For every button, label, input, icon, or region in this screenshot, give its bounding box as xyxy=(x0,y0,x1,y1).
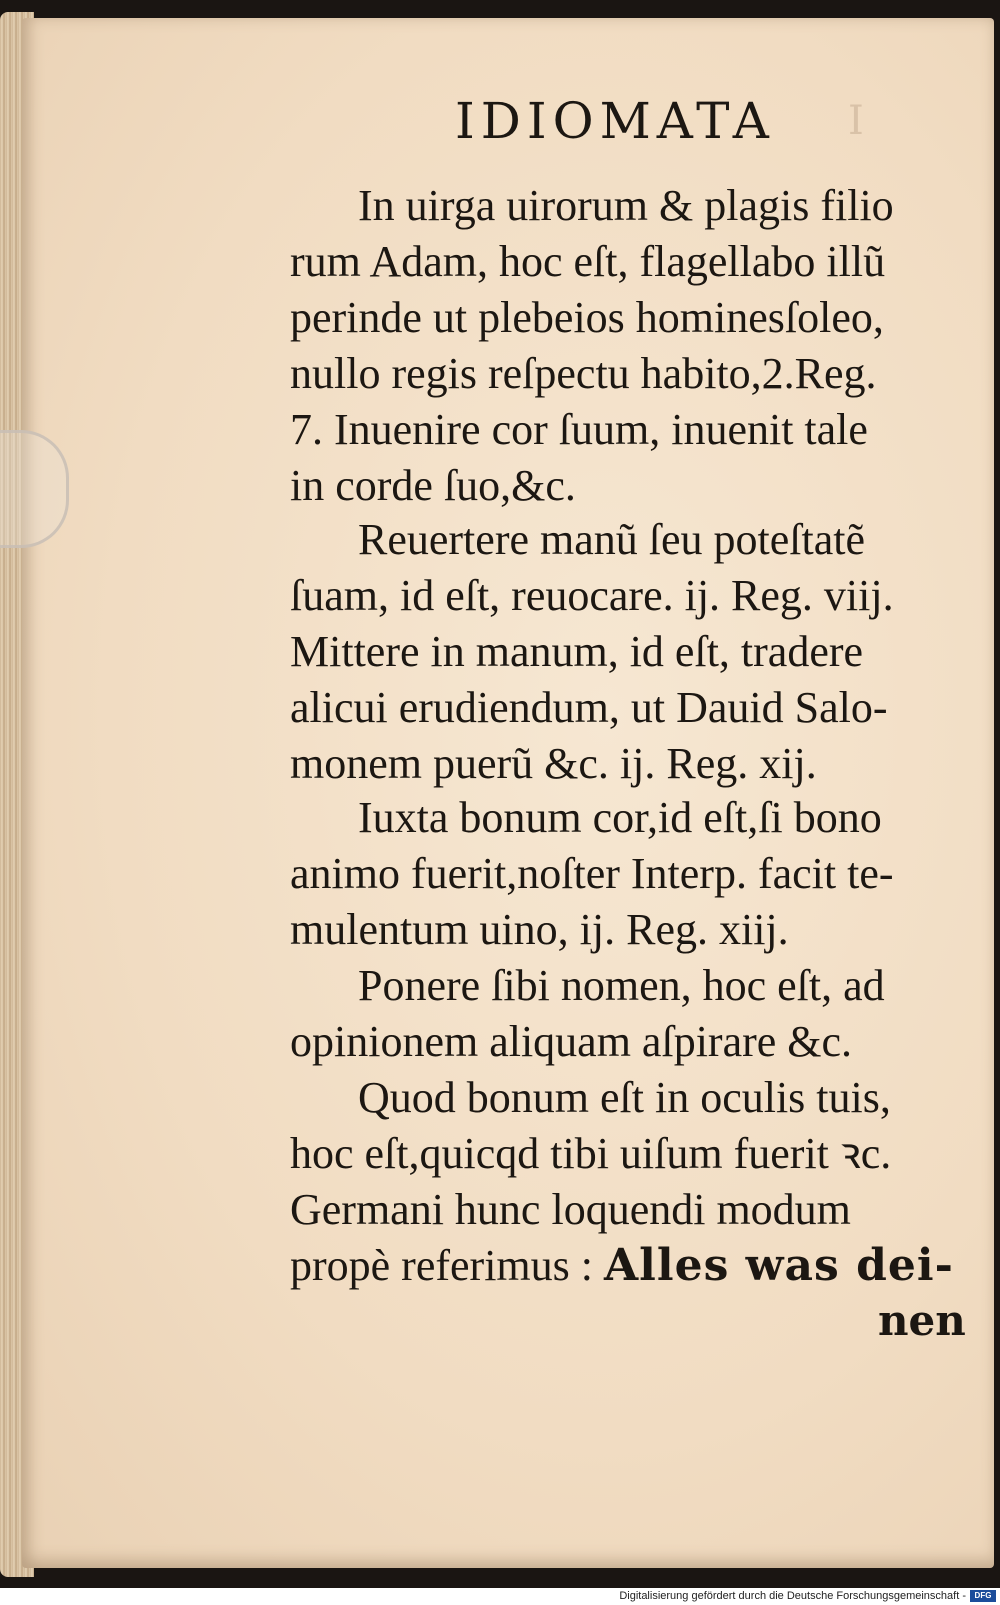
text-line-7: Reuertere manũ ſeu poteſtatẽ xyxy=(358,515,865,564)
german-phrase: Alles was dei- xyxy=(604,1240,954,1291)
catchword: nen xyxy=(878,1296,966,1345)
text-line-20-latin: propè referimus : xyxy=(290,1241,593,1290)
running-head: IDIOMATA xyxy=(455,92,775,150)
text-line-14: mulentum uino, ij. Reg. xiij. xyxy=(290,905,789,954)
text-line-20 xyxy=(290,1238,954,1294)
text-line-13: animo fuerit,noſter Interp. facit te- xyxy=(290,849,894,898)
text-line-18: hoc eſt,quicqd tibi uiſum fuerit ꝛc. xyxy=(290,1129,892,1178)
text-line-3: perinde ut plebeios hominesſoleo, xyxy=(290,293,884,342)
footer-credit: Digitalisierung gefördert durch die Deutsche Forschungsgemeinschaft - xyxy=(619,1590,966,1602)
text-line-1: In uirga uirorum & plagis filio xyxy=(358,181,894,230)
text-line-10: alicui erudiendum, ut Dauid Salo- xyxy=(290,683,888,732)
text-line-15: Ponere ſibi nomen, hoc eſt, ad xyxy=(358,961,885,1010)
text-line-11: monem puerũ &c. ij. Reg. xij. xyxy=(290,739,817,788)
text-line-2: rum Adam, hoc eſt, flagellabo illũ xyxy=(290,237,886,286)
text-line-5: 7. Inuenire cor ſuum, inuenit tale xyxy=(290,405,868,454)
text-line-12: Iuxta bonum cor,id eſt,ſi bono xyxy=(358,793,882,842)
dfg-logo: DFG xyxy=(970,1590,996,1602)
text-line-4: nullo regis reſpectu habito,2.Reg. xyxy=(290,349,877,398)
text-line-6: in corde ſuo,&c. xyxy=(290,461,576,510)
page-mark: I xyxy=(848,98,864,144)
text-line-16: opinionem aliquam aſpirare &c. xyxy=(290,1017,853,1066)
text-line-8: ſuam, id eſt, reuocare. ij. Reg. viij. xyxy=(290,571,894,620)
text-line-9: Mittere in manum, id eſt, tradere xyxy=(290,627,864,676)
text-line-19: Germani hunc loquendi modum xyxy=(290,1185,851,1234)
text-line-17: Quod bonum eſt in oculis tuis, xyxy=(358,1073,891,1122)
